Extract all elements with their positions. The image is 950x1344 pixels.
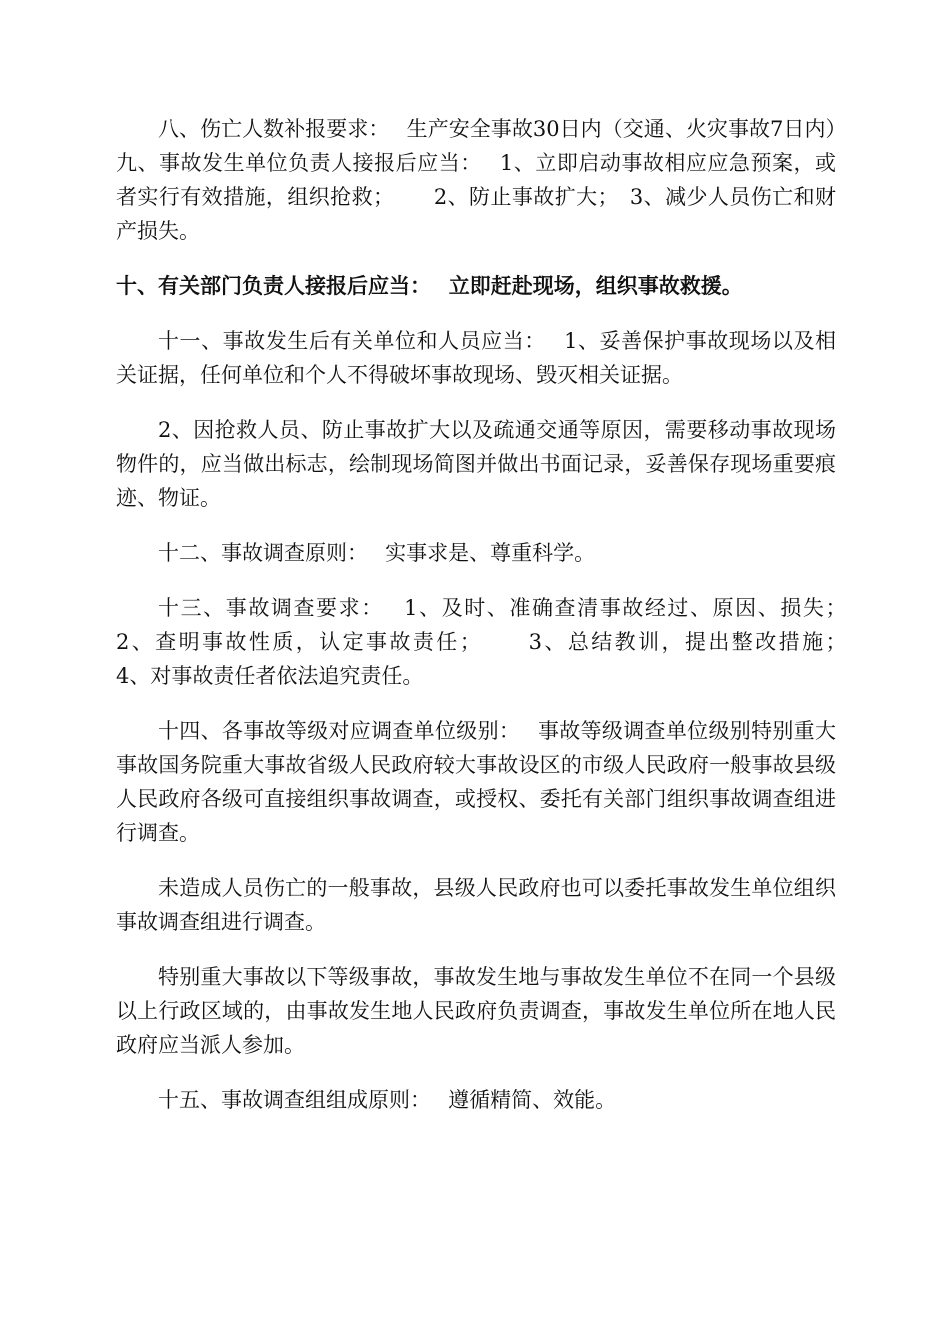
paragraph-moving-objects: 2、因抢救人员、防止事故扩大以及疏通交通等原因，需要移动事故现场物件的，应当做出标志，绘制现场简图并做出书面记录，妥善保存现场重要痕迹、物证。 bbox=[116, 418, 836, 510]
paragraph-site-protection: 十一、事故发生后有关单位和人员应当： 1、妥善保护事故现场以及相关证据，任何单位和个人不得破坏事故现场、毁灭相关证据。 bbox=[116, 329, 836, 387]
paragraph-investigation-requirements: 十三、事故调查要求： 1、及时、准确查清事故经过、原因、损失； 2、查明事故性质，认定事故责任； 3、总结教训，提出整改措施； 4、对事故责任者依法追究责任。 bbox=[116, 596, 885, 688]
paragraph-department-response: 十、有关部门负责人接报后应当： 立即赶赴现场，组织事故救援。 bbox=[116, 273, 743, 298]
paragraph-investigation-principle: 十二、事故调查原则： 实事求是、尊重科学。 bbox=[158, 541, 596, 565]
paragraph-no-casualty-accident: 未造成人员伤亡的一般事故，县级人民政府也可以委托事故发生单位组织事故调查组进行调查。 bbox=[116, 876, 836, 934]
document-body bbox=[116, 112, 885, 1138]
paragraph-team-composition: 十五、事故调查组组成原则： 遵循精简、效能。 bbox=[158, 1088, 617, 1112]
paragraph-casualty-report: 八、伤亡人数补报要求： 生产安全事故30日内（交通、火灾事故7日内） 九、事故发生单位负责人接报后应当： 1、立即启动事故相应应急预案，或者实行有效措施，组织抢救； 2、防止事故扩大； 3、减少人员伤亡和财产损失。 bbox=[116, 117, 864, 243]
paragraph-cross-region-accident: 特别重大事故以下等级事故，事故发生地与事故发生单位不在同一个县级以上行政区域的，由事故发生地人民政府负责调查，事故发生单位所在地人民政府应当派人参加。 bbox=[116, 965, 836, 1057]
paragraph-investigation-levels: 十四、各事故等级对应调查单位级别： 事故等级调查单位级别特别重大事故国务院重大事故省级人民政府较大事故设区的市级人民政府一般事故县级人民政府各级可直接组织事故调查，或授权、委托有关部门组织事故调查组进行调查。 bbox=[116, 719, 836, 845]
